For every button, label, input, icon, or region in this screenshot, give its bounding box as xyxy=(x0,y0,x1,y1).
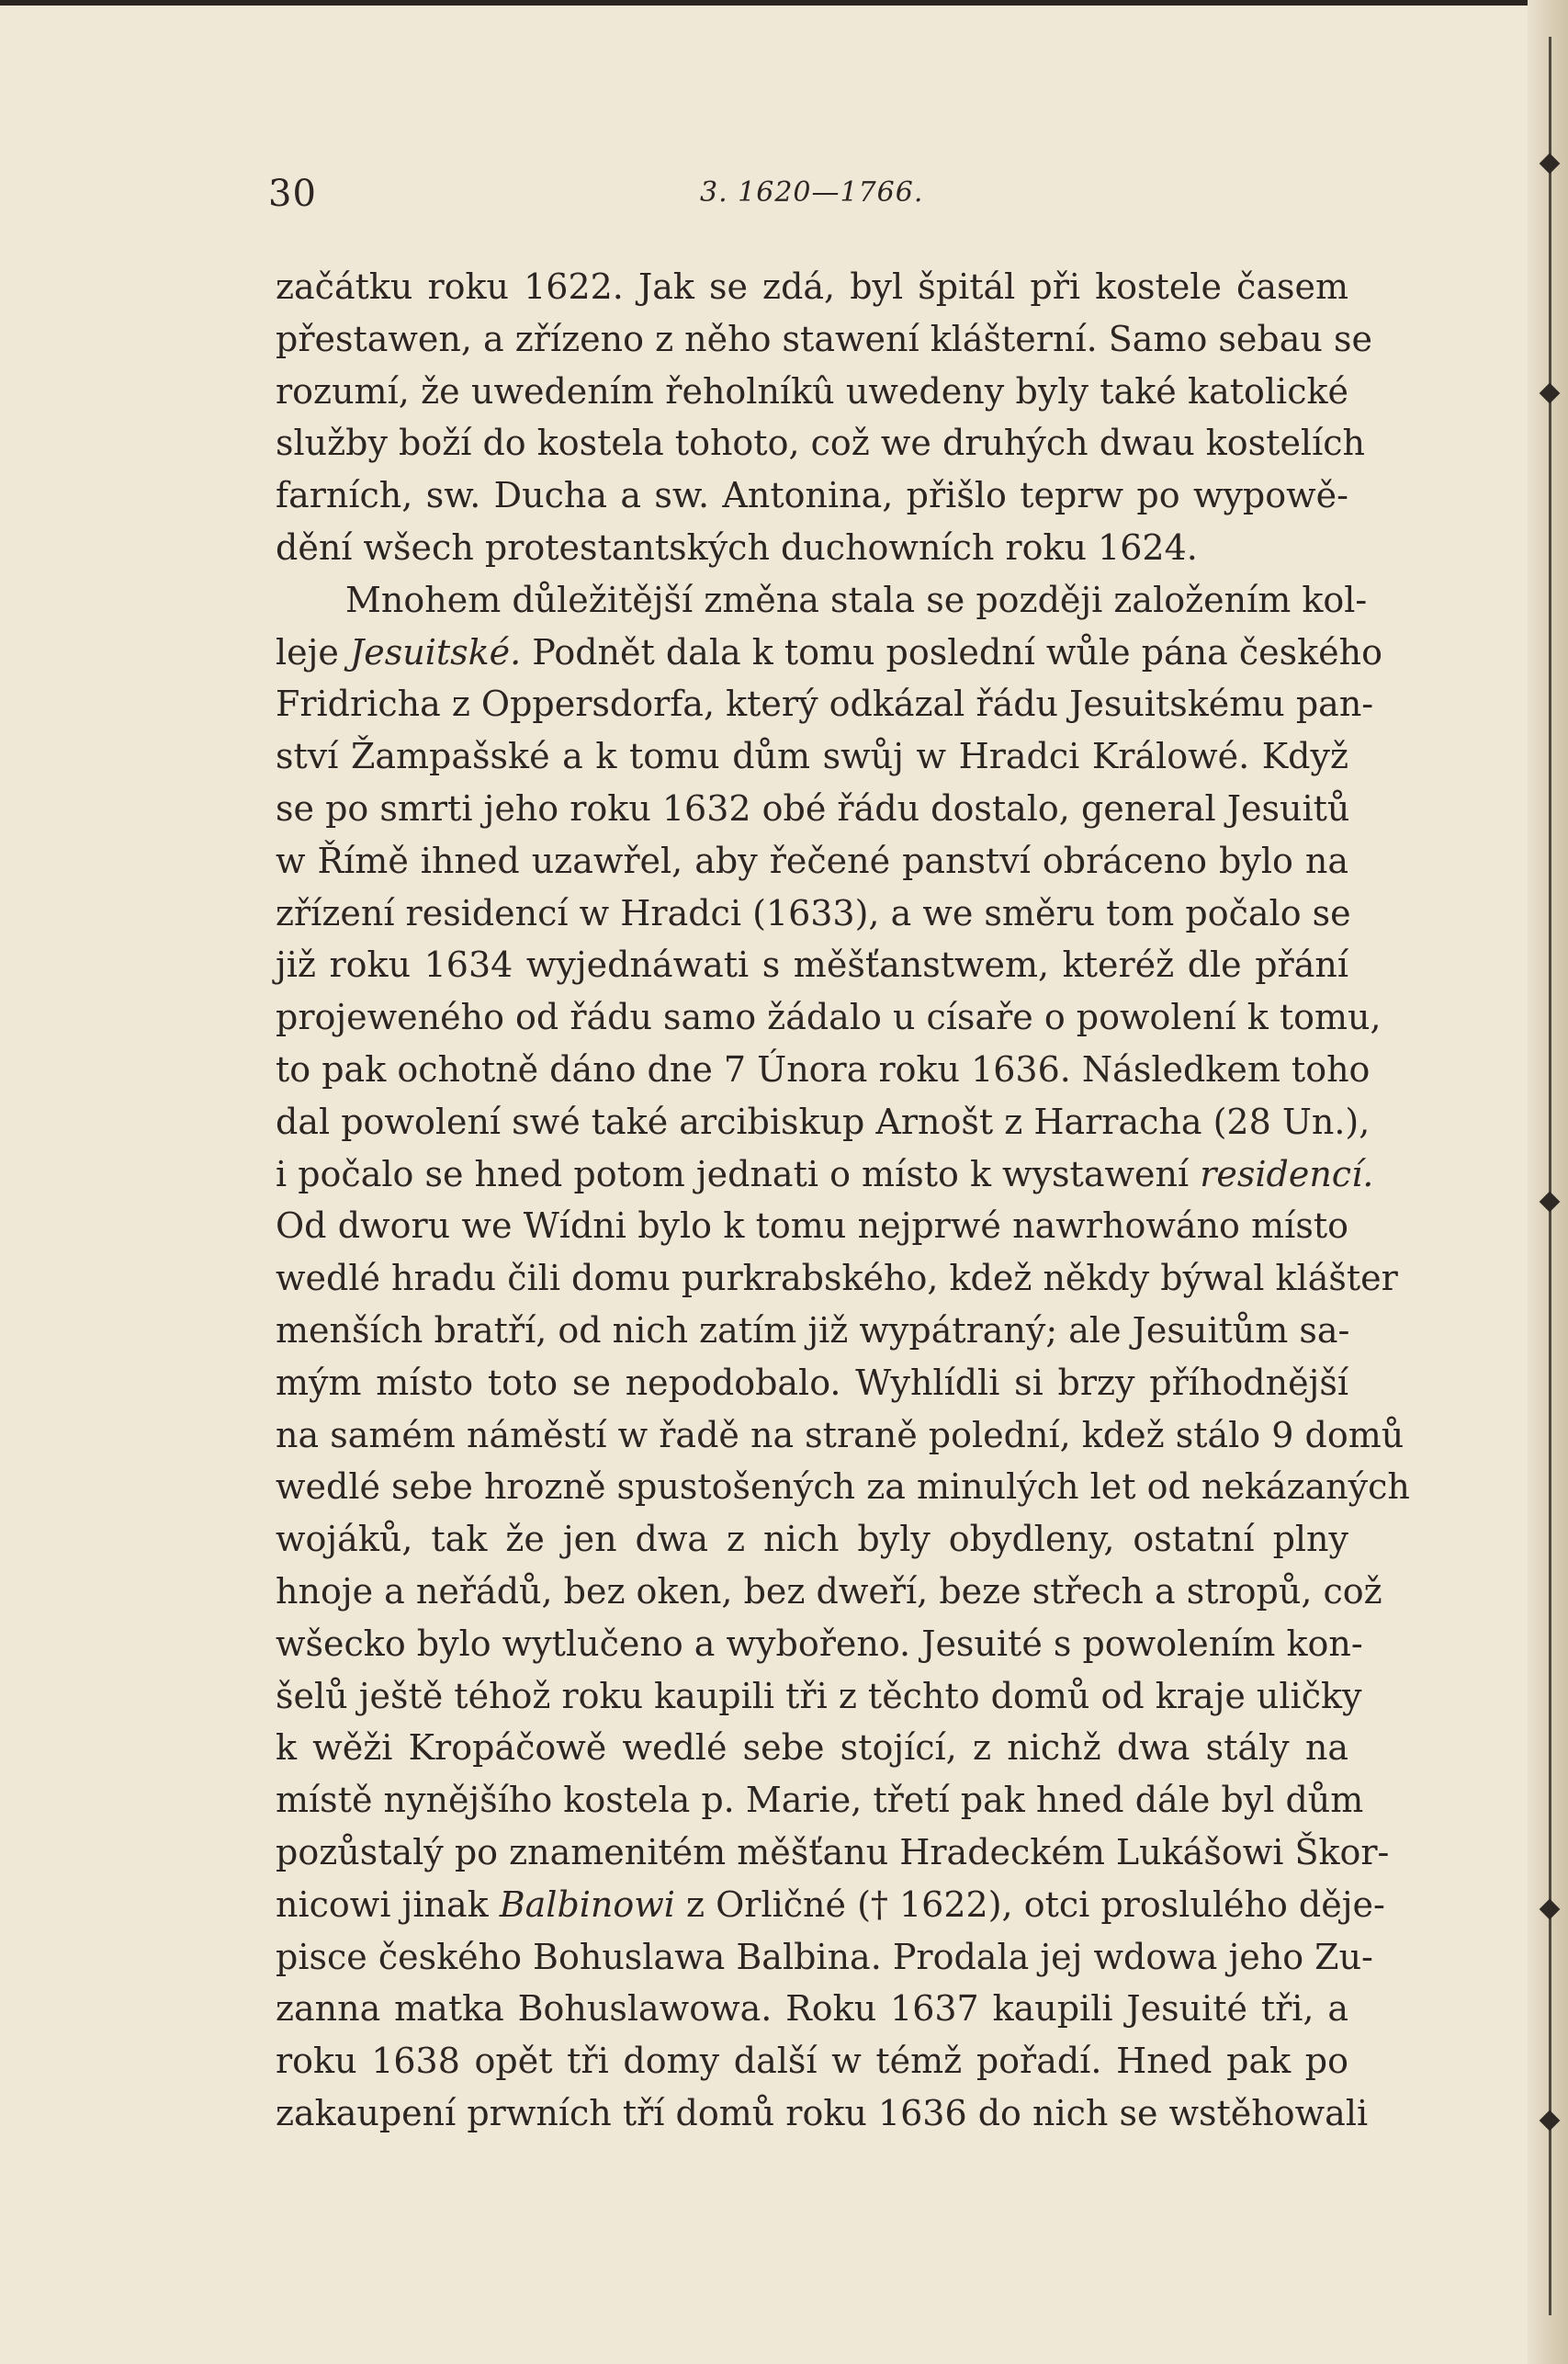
edge-mark-4 xyxy=(1540,1899,1561,1920)
edge-mark-3 xyxy=(1540,1192,1561,1213)
text-line: wojáků, tak že jen dwa z nich byly obydleny, ostatní plny xyxy=(276,1519,1348,1560)
italic-term: residencí. xyxy=(1200,1153,1374,1194)
text-line: wšecko bylo wytlučeno a wybořeno. Jesuité s powolením kon- xyxy=(276,1623,1363,1664)
text-line: to pak ochotně dáno dne 7 Února roku 1636. Následkem toho xyxy=(276,1048,1371,1090)
page-edge xyxy=(1528,0,1568,2364)
text-line: na samém náměstí w řadě na straně polední, kdež stálo 9 domů xyxy=(276,1414,1404,1455)
text-line: projeweného od řádu samo žádalo u císaře o powolení k tomu, xyxy=(276,997,1382,1038)
text-body xyxy=(276,261,1410,2140)
text-line: služby boží do kostela tohoto, což we druhých dwau kostelích xyxy=(276,423,1365,464)
text-line: zanna matka Bohuslawowa. Roku 1637 kaupili Jesuité tři, a xyxy=(276,1988,1348,2030)
text-segment: z Orličné († 1622), otci proslulého děje- xyxy=(674,1883,1385,1925)
text-segment: nicowi jinak xyxy=(276,1883,500,1925)
italic-term: Jesuitské. xyxy=(350,631,522,673)
text-line: Mnohem důležitější změna stala se později založením kol- xyxy=(345,579,1368,620)
text-line: mým místo toto se nepodobalo. Wyhlídli si brzy příhodnější xyxy=(276,1362,1348,1403)
text-line: wedlé hradu čili domu purkrabského, kdež někdy býwal klášter xyxy=(276,1258,1398,1299)
page-number: 30 xyxy=(268,173,317,215)
text-line: již roku 1634 wyjednáwati s měšťanstwem, kteréž dle přání xyxy=(276,944,1348,986)
page-top-border xyxy=(0,0,1568,6)
italic-term: Balbinowi xyxy=(499,1883,675,1925)
text-line: ství Žampašské a k tomu dům swůj w Hradci Králowé. Když xyxy=(276,736,1348,777)
text-line: se po smrti jeho roku 1632 obé řádu dostalo, general Jesuitů xyxy=(276,787,1350,829)
edge-mark-1 xyxy=(1540,153,1561,175)
text-line: menších bratří, od nich zatím již wypátraný; ale Jesuitům sa- xyxy=(276,1309,1350,1351)
text-line: pozůstalý po znamenitém měšťanu Hradeckém Lukášowi Škor- xyxy=(276,1831,1390,1872)
text-line: wedlé sebe hrozně spustošených za minulých let od nekázaných xyxy=(276,1466,1410,1508)
text-line: Od dworu we Wídni bylo k tomu nejprwé nawrhowáno místo xyxy=(276,1205,1348,1247)
text-line: farních, sw. Ducha a sw. Antonina, přišlo teprw po wypowě- xyxy=(276,475,1348,516)
text-line xyxy=(276,1148,1374,1201)
text-segment: i počalo se hned potom jednati o místo k wystawení xyxy=(276,1153,1201,1194)
text-line: rozumí, že uwedením řeholníkû uwedeny byly také katolické xyxy=(276,370,1348,412)
text-line: k wěži Kropáčowě wedlé sebe stojící, z nichž dwa stály na xyxy=(276,1727,1348,1769)
edge-mark-2 xyxy=(1540,383,1561,404)
text-line xyxy=(276,627,1382,679)
edge-mark-5 xyxy=(1540,2110,1561,2132)
page-header xyxy=(268,173,1343,219)
text-line: zřízení residencí w Hradci (1633), a we směru tom počalo se xyxy=(276,892,1351,933)
running-head: 3. 1620—1766. xyxy=(700,176,924,209)
text-line: zakaupení prwních tří domů roku 1636 do nich se wstěhowali xyxy=(276,2092,1369,2133)
text-line: pisce českého Bohuslawa Balbina. Prodala jej wdowa jeho Zu- xyxy=(276,1936,1373,1977)
text-segment: Podnět dala k tomu poslední wůle pána českého xyxy=(521,631,1382,673)
text-line: začátku roku 1622. Jak se zdá, byl špitál při kostele časem xyxy=(276,266,1348,307)
edge-line xyxy=(1549,37,1551,2315)
text-line: roku 1638 opět tři domy další w témž pořadí. Hned pak po xyxy=(276,2041,1348,2082)
text-line: přestawen, a zřízeno z něho stawení klášterní. Samo sebau se xyxy=(276,318,1372,359)
text-line: šelů ještě téhož roku kaupili tři z těchto domů od kraje uličky xyxy=(276,1675,1362,1716)
text-line xyxy=(276,1879,1385,1931)
text-line: hnoje a neřádů, bez oken, bez dweří, beze střech a stropů, což xyxy=(276,1570,1382,1612)
text-line: w Římě ihned uzawřel, aby řečené panství obráceno bylo na xyxy=(276,840,1348,881)
text-segment: leje xyxy=(276,631,350,673)
text-line: dal powolení swé také arcibiskup Arnošt z Harracha (28 Un.), xyxy=(276,1101,1371,1142)
text-line: místě nynějšího kostela p. Marie, třetí pak hned dále byl dům xyxy=(276,1780,1364,1821)
text-line: Fridricha z Oppersdorfa, který odkázal řádu Jesuitskému pan- xyxy=(276,684,1374,725)
text-line: dění wšech protestantských duchowních roku 1624. xyxy=(276,526,1198,568)
